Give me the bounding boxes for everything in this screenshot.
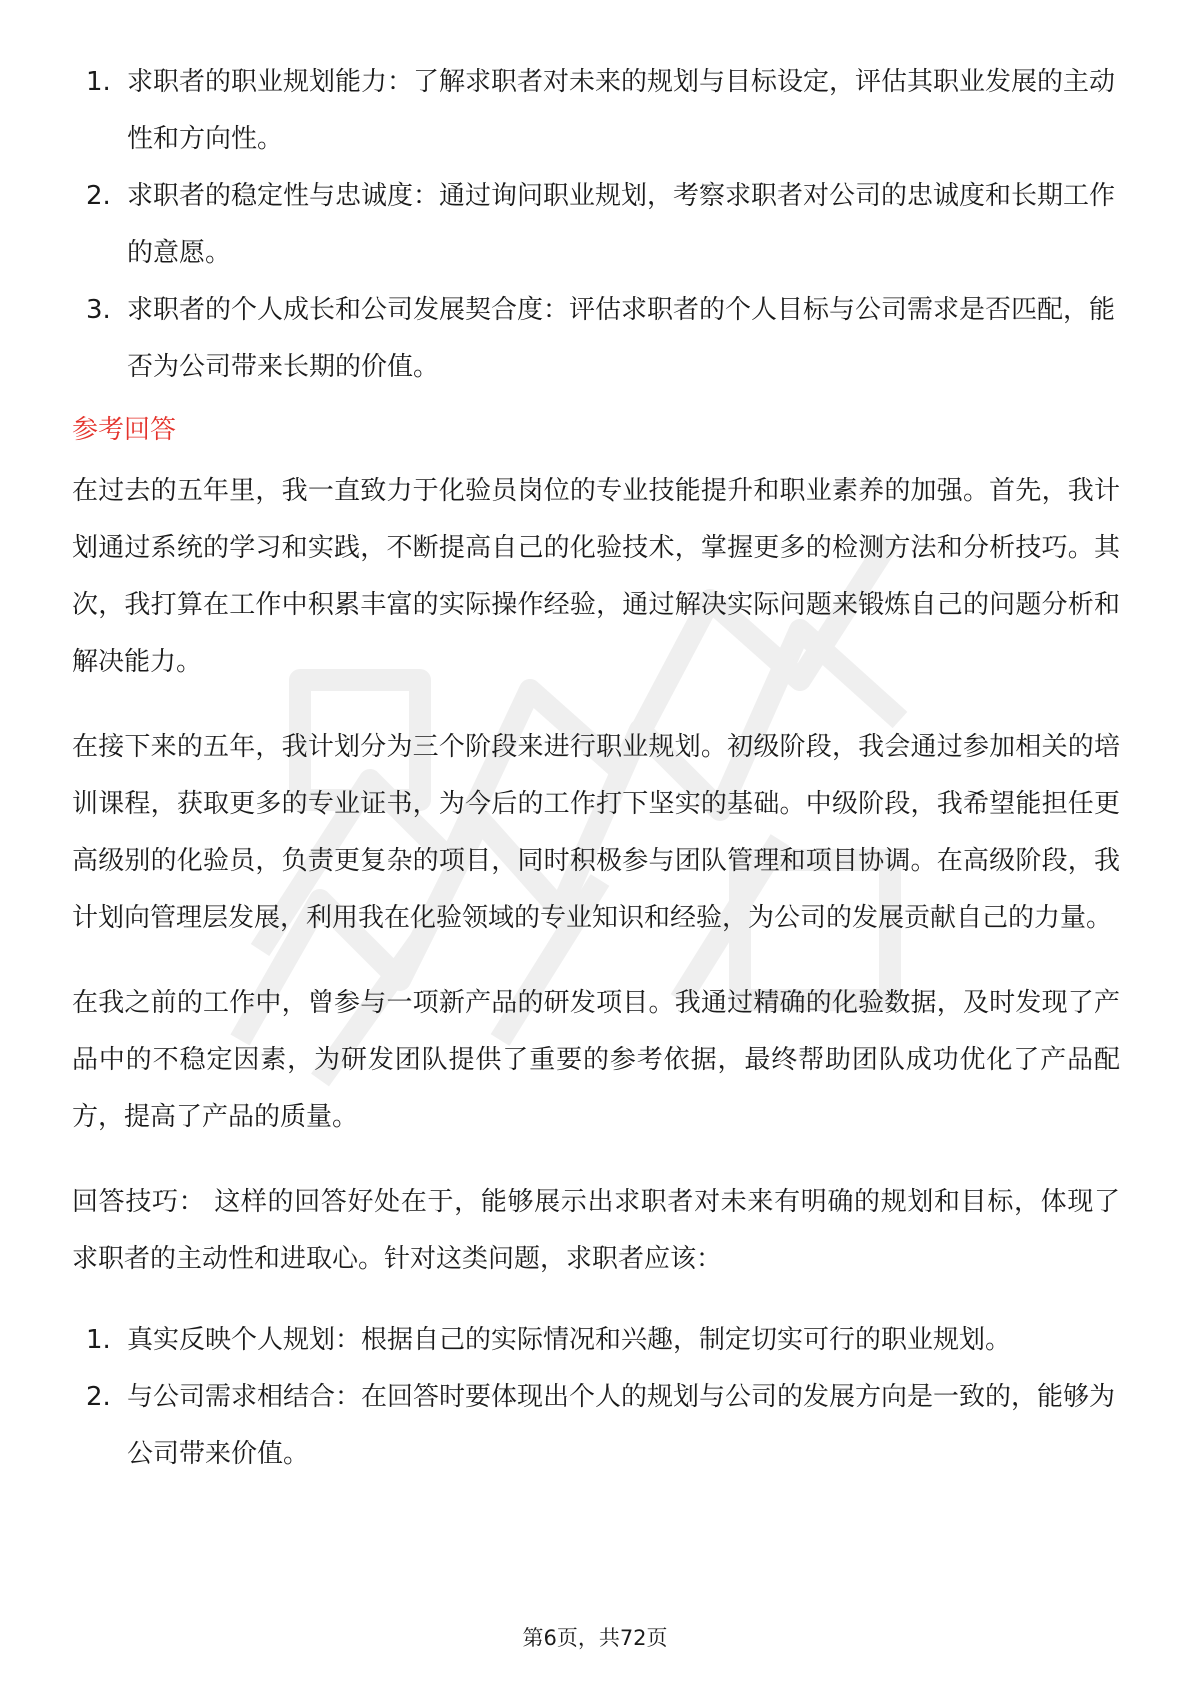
list-number: 2.	[86, 181, 111, 211]
content-area	[72, 54, 1120, 1483]
list-item	[72, 168, 1120, 282]
answer-heading: 参考回答	[72, 415, 177, 445]
list-item-text: 求职者的个人成长和公司发展契合度：评估求职者的个人目标与公司需求是否匹配，能否为公司带来长期的价值。	[127, 295, 1116, 382]
list-item	[72, 54, 1120, 168]
page-footer: 第6页，共72页	[522, 1626, 668, 1650]
list-number: 3.	[86, 295, 111, 325]
answer-paragraph: 在接下来的五年，我计划分为三个阶段来进行职业规划。初级阶段，我会通过参加相关的培训课程，获取更多的专业证书，为今后的工作打下坚实的基础。中级阶段，我希望能担任更高级别的化验员，负责更复杂的项目，同时积极参与团队管理和项目协调。在高级阶段，我计划向管理层发展，利用我在化验领域的专业知识和经验，为公司的发展贡献自己的力量。	[72, 732, 1120, 933]
answer-paragraph: 在过去的五年里，我一直致力于化验员岗位的专业技能提升和职业素养的加强。首先，我计划通过系统的学习和实践，不断提高自己的化验技术，掌握更多的检测方法和分析技巧。其次，我打算在工作中积累丰富的实际操作经验，通过解决实际问题来锻炼自己的问题分析和解决能力。	[72, 476, 1120, 677]
list-item-text: 真实反映个人规划：根据自己的实际情况和兴趣，制定切实可行的职业规划。	[127, 1325, 1012, 1355]
criteria-list	[72, 54, 1120, 396]
list-item	[72, 1312, 1120, 1369]
tips-paragraph: 回答技巧： 这样的回答好处在于，能够展示出求职者对未来有明确的规划和目标，体现了求职者的主动性和进取心。针对这类问题，求职者应该：	[72, 1187, 1120, 1274]
list-item-text: 与公司需求相结合：在回答时要体现出个人的规划与公司的发展方向是一致的，能够为公司带来价值。	[127, 1382, 1116, 1469]
list-item-text: 求职者的稳定性与忠诚度：通过询问职业规划，考察求职者对公司的忠诚度和长期工作的意愿。	[127, 181, 1116, 268]
tips-list	[72, 1312, 1120, 1483]
list-number: 1.	[86, 1325, 111, 1355]
list-item-text: 求职者的职业规划能力：了解求职者对未来的规划与目标设定，评估其职业发展的主动性和方向性。	[127, 67, 1116, 154]
list-item	[72, 282, 1120, 396]
list-item	[72, 1369, 1120, 1483]
list-number: 1.	[86, 67, 111, 97]
list-number: 2.	[86, 1382, 111, 1412]
answer-paragraph: 在我之前的工作中，曾参与一项新产品的研发项目。我通过精确的化验数据，及时发现了产品中的不稳定因素，为研发团队提供了重要的参考依据，最终帮助团队成功优化了产品配方，提高了产品的质量。	[72, 988, 1120, 1132]
